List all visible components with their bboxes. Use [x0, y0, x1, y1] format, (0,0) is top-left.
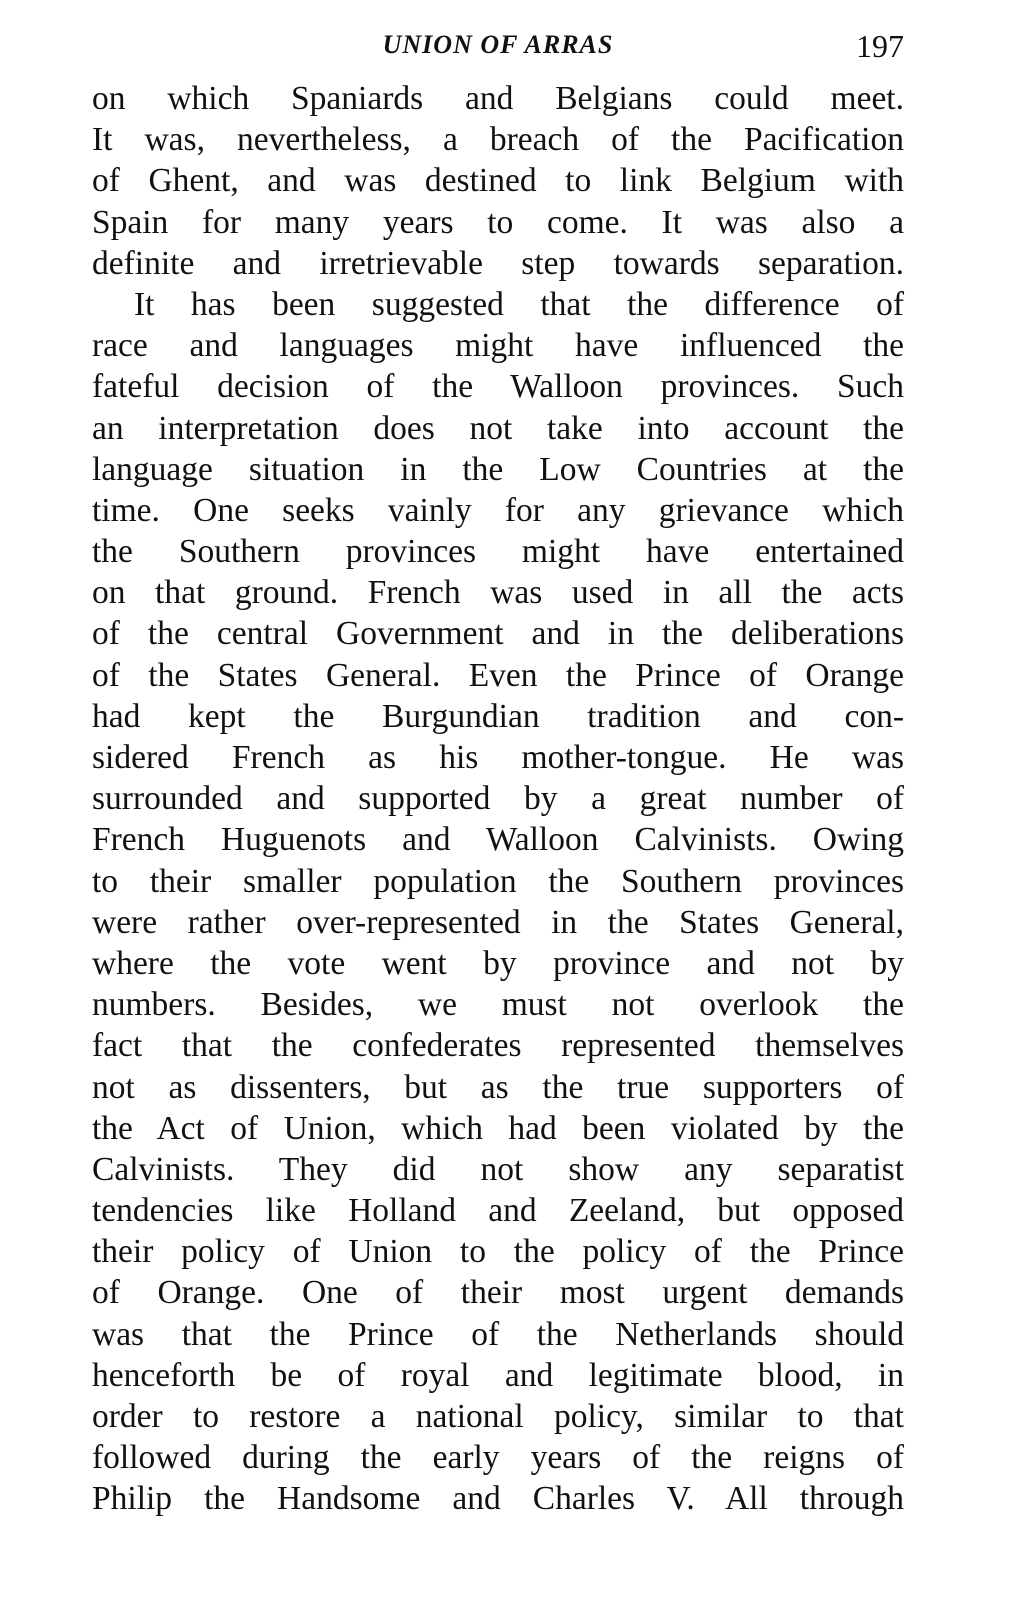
text-line: fact that the confederates represented themselves [92, 1027, 904, 1065]
body-text [92, 78, 904, 1520]
text-line: Philip the Handsome and Charles V. All through [92, 1480, 904, 1518]
text-line: of Ghent, and was destined to link Belgium with [92, 162, 904, 200]
text-line: tendencies like Holland and Zeeland, but opposed [92, 1192, 904, 1230]
text-line: followed during the early years of the reigns of [92, 1439, 904, 1477]
text-line: language situation in the Low Countries at the [92, 450, 904, 488]
text-line: sidered French as his mother-tongue. He was [92, 739, 904, 776]
text-line: Calvinists. They did not show any separatist [92, 1150, 904, 1188]
text-line: definite and irretrievable step towards separation. [92, 244, 904, 282]
text-line: the Act of Union, which had been violated by the [92, 1109, 904, 1147]
text-line: was that the Prince of the Netherlands should [92, 1315, 904, 1353]
text-line: on that ground. French was used in all the acts [92, 574, 904, 612]
text-line: not as dissenters, but as the true supporters of [92, 1068, 904, 1106]
text-line: of the States General. Even the Prince of Orange [92, 656, 904, 694]
text-line: of the central Government and in the deliberations [92, 615, 904, 653]
text-line: surrounded and supported by a great number of [92, 780, 904, 818]
text-line: Spain for many years to come. It was also a [92, 203, 904, 241]
text-line: to their smaller population the Southern provinces [92, 862, 904, 900]
text-line: fateful decision of the Walloon provinces. Such [92, 368, 904, 406]
running-title: UNION OF ARRAS [382, 30, 614, 59]
text-line: an interpretation does not take into account the [92, 409, 904, 447]
text-line: henceforth be of royal and legitimate blood, in [92, 1356, 904, 1394]
paragraph-start-line: It has been suggested that the difference of [134, 285, 904, 323]
text-line: their policy of Union to the policy of the Prince [92, 1233, 904, 1271]
text-line: time. One seeks vainly for any grievance which [92, 491, 904, 529]
text-line: race and languages might have influenced the [92, 327, 904, 365]
text-line: numbers. Besides, we must not overlook the [92, 986, 904, 1024]
running-head [92, 28, 904, 68]
text-line: on which Spaniards and Belgians could meet. [92, 80, 904, 117]
text-line: where the vote went by province and not by [92, 944, 904, 982]
text-line: the Southern provinces might have entertained [92, 533, 904, 571]
text-line: had kept the Burgundian tradition and con- [92, 697, 904, 735]
text-line: of Orange. One of their most urgent demands [92, 1274, 904, 1312]
text-line: It was, nevertheless, a breach of the Pacification [92, 121, 904, 159]
page-number: 197 [856, 28, 904, 64]
text-line: French Huguenots and Walloon Calvinists. Owing [92, 821, 904, 859]
text-line: were rather over-represented in the States General, [92, 903, 904, 941]
text-line: order to restore a national policy, similar to that [92, 1398, 904, 1435]
